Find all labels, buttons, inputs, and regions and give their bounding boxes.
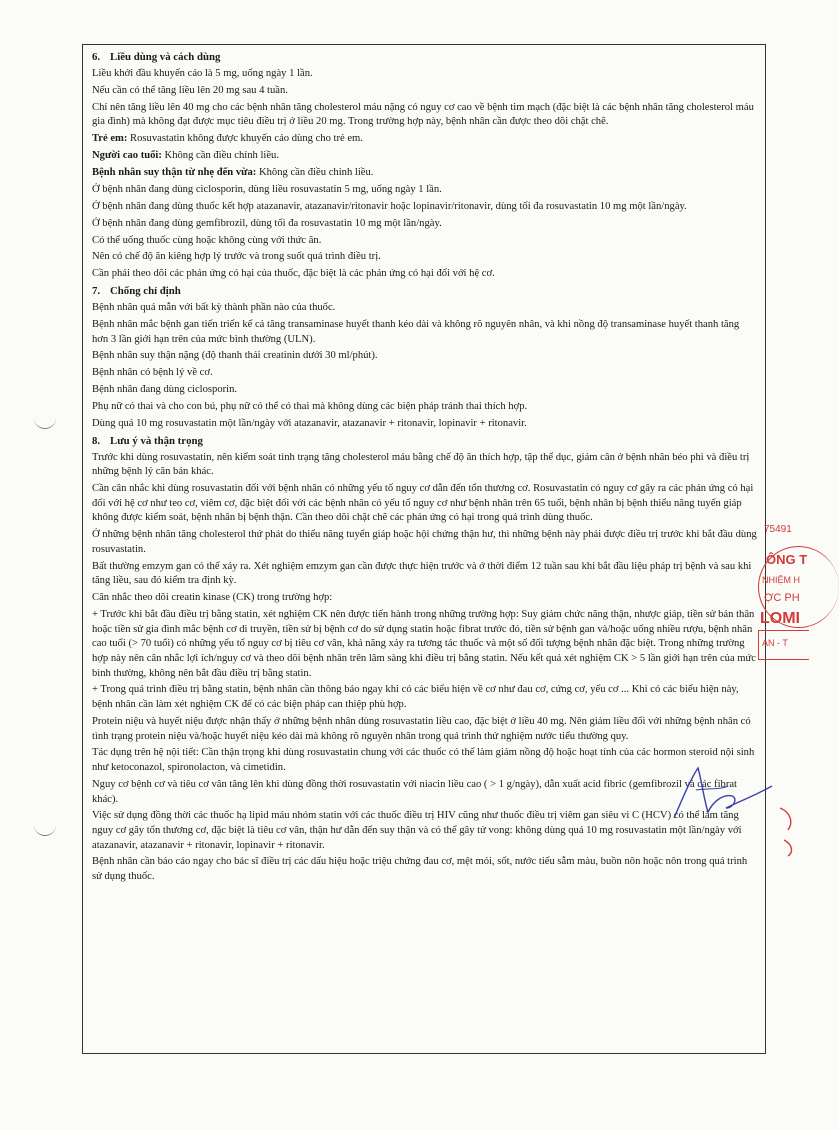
- stamp-line: LOMI: [760, 610, 800, 627]
- paragraph-text: Nguy cơ bệnh cơ và tiêu cơ vân tăng lên khi dùng đồng thời rosuvastatin với niacin liều cao ( > 1 g/ngày), dẫn xuất acid fibric (gemfibrozil và các fibrat khác).: [92, 778, 737, 805]
- paragraph-text: Ở những bệnh nhân tăng cholesterol thứ phát do thiểu năng tuyến giáp hoặc hội chứng thận hư, thì những bệnh này phải được điều trị trước khi bắt đầu dùng rosuvastatin.: [92, 529, 757, 555]
- section-number: 6.: [92, 51, 101, 63]
- paragraph-text: Chỉ nên tăng liều lên 40 mg cho các bệnh nhân tăng cholesterol máu nặng có nguy cơ cao về bệnh tim mạch (đặc biệt là các bệnh nhân tăng cholesterol máu gia đình) mà không đạt được mục tiêu điều trị ở liều 20 mg. Trong trường hợp này, bệnh nhân cần được theo dõi chặt chẽ.: [92, 101, 754, 128]
- paragraph-text: Cân nhắc theo dõi creatin kinase (CK) trong trường hợp:: [92, 592, 333, 604]
- paragraph-text: Phụ nữ có thai và cho con bú, phụ nữ có thể có thai mà không dùng các biện pháp tránh thai thích hợp.: [92, 401, 528, 413]
- paragraph: [92, 683, 758, 712]
- paragraph-text: Trước khi dùng rosuvastatin, nên kiểm soát tình trạng tăng cholesterol máu bằng chế độ ăn thích hợp, tập thể dục, giảm cân ở bệnh nhân béo phì và điều trị những bệnh lý căn bản khác.: [92, 451, 750, 478]
- paragraph-lead: Người cao tuổi:: [92, 150, 162, 162]
- paragraph-text: Bệnh nhân có bệnh lý về cơ.: [92, 367, 213, 379]
- paragraph-text: Ở bệnh nhân đang dùng gemfibrozil, dùng tối đa rosuvastatin 10 mg một lần/ngày.: [92, 217, 442, 229]
- paragraph: [92, 809, 758, 853]
- paragraph: [92, 250, 758, 265]
- paragraph: [92, 67, 758, 82]
- paragraph-text: Bất thường emzym gan có thể xảy ra. Xét nghiệm emzym gan cần được thực hiện trước và ở thời điểm 12 tuần sau khi bắt đầu liệu pháp trị bệnh và sau khi tăng liều, sau đó kiểm tra định kỳ.: [92, 560, 752, 587]
- paragraph-text: Rosuvastatin không được khuyến cáo dùng cho trẻ em.: [127, 133, 363, 145]
- paragraph: [92, 84, 758, 99]
- section-title: Liều dùng và cách dùng: [110, 51, 221, 63]
- paragraph: [92, 400, 758, 415]
- section-heading: [92, 284, 758, 299]
- paragraph: [92, 746, 758, 775]
- paragraph: [92, 366, 758, 381]
- paragraph-text: Có thể uống thuốc cùng hoặc không cùng với thức ăn.: [92, 234, 322, 246]
- paragraph: [92, 318, 758, 347]
- paragraph: [92, 855, 758, 884]
- stamp-line: NHIỆM H: [762, 575, 800, 585]
- company-stamp: [758, 518, 808, 738]
- paragraph-text: Cần phải theo dõi các phản ứng có hại của thuốc, đặc biệt là các phản ứng có hại đối với hệ cơ.: [92, 268, 495, 280]
- paragraph: [92, 608, 758, 681]
- paragraph: [92, 778, 758, 807]
- section-heading: [92, 50, 758, 65]
- paragraph: [92, 482, 758, 526]
- paragraph: [92, 183, 758, 198]
- paragraph: [92, 528, 758, 557]
- section-title: Chống chỉ định: [110, 285, 181, 298]
- paragraph: [92, 383, 758, 398]
- paragraph-text: Tác dụng trên hệ nội tiết: Cần thận trọng khi dùng rosuvastatin chung với các thuốc có thể làm giảm nồng độ hoặc hoạt tính của các hormon steroid nội sinh như ketoconazol, spironolacton, và cimetidin.: [92, 747, 755, 774]
- stamp-line: 75491: [764, 524, 792, 535]
- paragraph-text: Bệnh nhân cần báo cáo ngay cho bác sĩ điều trị các dấu hiệu hoặc triệu chứng đau cơ, mệt mỏi, sốt, nước tiểu sẫm màu, buồn nôn hoặc nôn trong quá trình sử dụng thuốc.: [92, 856, 748, 883]
- paragraph-text: Bệnh nhân mắc bệnh gan tiến triển kể cả tăng transaminase huyết thanh kéo dài và không rõ nguyên nhân, và khi nồng độ transaminase huyết thanh tăng hơn 3 lần giới hạn trên của mức bình thường (ULN).: [92, 318, 740, 345]
- paragraph-text: Bệnh nhân đang dùng ciclosporin.: [92, 384, 238, 396]
- section-number: 7.: [92, 285, 101, 298]
- stamp-line: AN - T: [762, 638, 788, 648]
- paragraph-text: Protein niệu và huyết niệu được nhận thấy ở những bệnh nhân dùng rosuvastatin liều cao, đặc biệt ở liều 40 mg. Nên giảm liều đối với những bệnh nhân có tình trạng protein niệu và/hoặc huyết niệu kéo dài mà không rõ nguyên nhân trong quá trình thử nghiệm nước tiểu thường quy.: [92, 715, 751, 742]
- paragraph-lead: Bệnh nhân suy thận từ nhẹ đến vừa:: [92, 166, 257, 178]
- paragraph: [92, 451, 758, 480]
- paragraph-text: Không cần điều chỉnh liều.: [161, 150, 279, 162]
- section-heading: [92, 434, 758, 449]
- punch-hole-mark: [34, 414, 56, 429]
- document-body: [92, 50, 758, 887]
- paragraph: [92, 417, 758, 432]
- paragraph: [92, 166, 758, 181]
- paragraph: [92, 101, 758, 130]
- paragraph: [92, 591, 758, 606]
- section-number: 8.: [92, 434, 101, 447]
- paragraph: [92, 560, 758, 589]
- paragraph-lead: Trẻ em:: [92, 133, 128, 145]
- paragraph: [92, 234, 758, 249]
- paragraph-text: Nếu cần có thể tăng liều lên 20 mg sau 4 tuần.: [92, 84, 288, 96]
- punch-hole-mark: [34, 821, 56, 836]
- paragraph-text: Liều khởi đầu khuyến cáo là 5 mg, uống ngày 1 lần.: [92, 67, 313, 79]
- stamp-line: ÔNG T: [766, 552, 808, 567]
- paragraph: [92, 349, 758, 364]
- paragraph-text: Nên có chế độ ăn kiêng hợp lý trước và trong suốt quá trình điều trị.: [92, 251, 381, 263]
- signature: [668, 760, 778, 830]
- paragraph-text: + Trước khi bắt đầu điều trị bằng statin, xét nghiệm CK nên được tiến hành trong những trường hợp: Suy giảm chức năng thận, nhược giáp, tiền sử bản thân hoặc tiền sử gia đình mắc bệnh cơ di truyền, tiền sử bị bệnh cơ do sử dụng statin hoặc fibrat trước đó, tiền sử bệnh gan và/hoặc uống nhiều rượu, bệnh nhân cao tuổi (> 70 tuổi) có những yếu tố nguy cơ bị tiêu cơ vân, khả năng xảy ra tương tác thuốc và một số đối tượng bệnh nhân đặc biệt. Trong những trường hợp này nên cân nhắc lợi ích/nguy cơ và theo dõi bệnh nhân trên lâm sàng khi điều trị bằng statin. Nếu kết quả xét nghiệm CK > 5 lần giới hạn trên của mức bình thường, không nên bắt đầu điều trị bằng statin.: [92, 609, 756, 679]
- section-title: Lưu ý và thận trọng: [110, 434, 203, 447]
- paragraph-text: Dùng quá 10 mg rosuvastatin một lần/ngày với atazanavir, atazanavir + ritonavir, lopinavir + ritonavir.: [92, 418, 527, 429]
- paragraph: [92, 301, 758, 316]
- paragraph: [92, 149, 758, 164]
- paragraph-text: Bệnh nhân quá mẫn với bất kỳ thành phần nào của thuốc.: [92, 302, 336, 314]
- paragraph: [92, 132, 758, 147]
- paragraph: [92, 267, 758, 282]
- paragraph: [92, 200, 758, 215]
- paragraph-text: Cần cân nhắc khi dùng rosuvastatin đối với bệnh nhân có những yếu tố nguy cơ dẫn đến tổn thương cơ. Rosuvastatin có nguy cơ gây ra các phản ứng có hại đối với hệ cơ như teo cơ, viêm cơ, đặc biệt đối với các bệnh nhân có yếu tố nguy cơ như bệnh nhân trên 65 tuổi, bệnh nhân bị bệnh thiểu năng tuyến giáp không được kiểm soát, bệnh nhân bị bệnh thận. Cần theo dõi chặt chẽ các phản ứng có hại trong quá trình dùng thuốc.: [92, 483, 754, 524]
- paragraph-text: Việc sử dụng đồng thời các thuốc hạ lipid máu nhóm statin với các thuốc điều trị HIV cũng như thuốc điều trị viêm gan siêu vi C (HCV) có thể làm tăng nguy cơ gây tổn thương cơ, đặc biệt là tiêu cơ vân, thận hư dẫn đến suy thận và có thể gây tử vong: không dùng quá 10 mg rosuvastatin một lần/ngày với atazanavir, atazanavir + ritonavir, lopinavir + ritonavir.: [92, 810, 742, 851]
- stamp-line: ỢC PH: [764, 592, 800, 604]
- stamp-fragment: [770, 800, 799, 860]
- paragraph-text: Ở bệnh nhân đang dùng thuốc kết hợp atazanavir, atazanavir/ritonavir hoặc lopinavir/ritonavir, dùng tối đa rosuvastatin 10 mg một lần/ngày.: [92, 200, 687, 212]
- paragraph-text: Ở bệnh nhân đang dùng ciclosporin, dùng liều rosuvastatin 5 mg, uống ngày 1 lần.: [92, 183, 442, 195]
- paragraph-text: Bệnh nhân suy thận nặng (độ thanh thải creatinin dưới 30 ml/phút).: [92, 350, 378, 362]
- paragraph-text: Không cần điều chỉnh liều.: [256, 166, 374, 178]
- paragraph-text: + Trong quá trình điều trị bằng statin, bệnh nhân cần thông báo ngay khi có các biểu hiện về cơ như đau cơ, cứng cơ, yếu cơ ... Khi có các biểu hiện này, bệnh nhân cần làm xét nghiệm CK để có các biện pháp can thiệp phù hợp.: [92, 684, 739, 711]
- paragraph: [92, 715, 758, 744]
- paragraph: [92, 217, 758, 232]
